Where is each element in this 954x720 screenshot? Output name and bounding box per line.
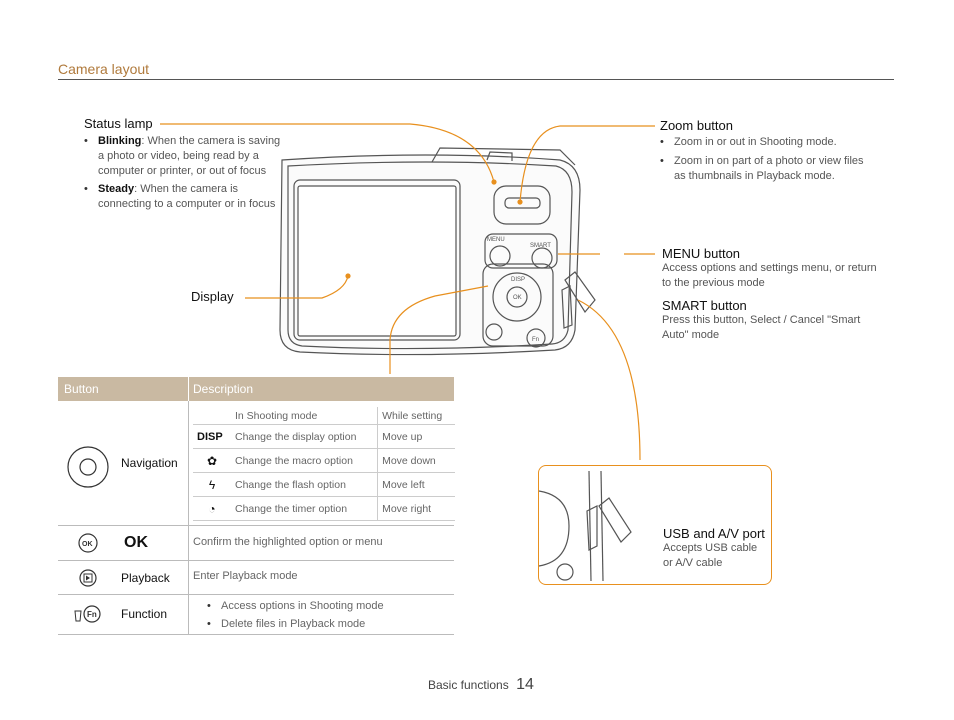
table-header-description: Description: [188, 377, 253, 401]
navigation-inner-table: [193, 407, 455, 521]
table-row: [58, 401, 454, 526]
shooting-cell: Change the flash option: [231, 473, 378, 497]
footer-section: Basic functions: [428, 678, 509, 692]
status-lamp-title: Status lamp: [84, 116, 153, 131]
flash-icon: ϟ: [193, 473, 231, 497]
table-row: [193, 473, 455, 497]
navigation-label: Navigation: [121, 456, 178, 470]
zoom-item: • Zoom in or out in Shooting mode.: [660, 135, 875, 150]
disp-icon: DISP: [193, 425, 231, 449]
ok-label: OK: [124, 534, 148, 551]
playback-icon: [78, 568, 98, 588]
inner-header-setting: While setting: [378, 407, 455, 425]
navigation-pad-icon: [66, 445, 110, 489]
table-header: [58, 377, 454, 401]
setting-cell: Move down: [378, 449, 455, 473]
function-item: • Delete files in Playback mode: [207, 615, 454, 633]
zoom-title: Zoom button: [660, 118, 733, 133]
shooting-cell: Change the timer option: [231, 497, 378, 521]
table-row: [58, 560, 454, 595]
menu-title-bold: MENU: [662, 246, 701, 261]
page-section-title: Camera layout: [58, 61, 150, 77]
status-lamp-term: Blinking: [98, 135, 142, 147]
setting-cell: Move left: [378, 473, 455, 497]
smart-desc: Press this button, Select / Cancel "Smart Auto" mode: [662, 314, 861, 341]
table-row: [193, 497, 455, 521]
setting-cell: Move right: [378, 497, 455, 521]
timer-icon: ◔: [193, 497, 231, 521]
shooting-cell: Change the display option: [231, 425, 378, 449]
function-icon: [72, 603, 102, 625]
macro-icon: ✿: [193, 449, 231, 473]
footer: [428, 676, 534, 694]
usb-title: USB and A/V port: [663, 526, 765, 541]
playback-label: Playback: [121, 571, 170, 585]
usb-inset: [538, 465, 772, 585]
status-lamp-text: : When the camera is saving a photo or video, being read by a computer or printer, or out of focus: [98, 135, 281, 177]
table-header-button: Button: [64, 382, 99, 396]
camera-ok-label: OK: [513, 295, 522, 301]
playback-desc: Enter Playback mode: [188, 560, 454, 594]
table-row: [193, 449, 455, 473]
status-lamp-term: Steady: [98, 183, 135, 195]
smart-title-rest: button: [707, 298, 747, 313]
svg-text:Fn: Fn: [87, 610, 97, 619]
ok-button-icon: [77, 532, 99, 554]
svg-text:OK: OK: [82, 541, 93, 548]
table-row: [58, 525, 454, 561]
display-label: Display: [191, 289, 234, 304]
menu-title-rest: button: [700, 246, 741, 261]
smart-title-bold: SMART: [662, 298, 708, 313]
button-table: [58, 377, 454, 635]
camera-disp-label: DISP: [511, 277, 526, 283]
table-row: [58, 594, 454, 635]
usb-desc: Accepts USB cable or A/V cable: [663, 542, 758, 569]
page-number: 14: [516, 676, 534, 693]
status-lamp-text: : When the camera is connecting to a computer or in focus: [98, 183, 276, 210]
camera-menu-label: MENU: [487, 237, 505, 243]
setting-cell: Move up: [378, 425, 455, 449]
function-item: • Access options in Shooting mode: [207, 597, 454, 615]
function-label: Function: [121, 607, 168, 621]
usb-port-illustration: [539, 466, 659, 584]
menu-desc: Access options and settings menu, or return to the previous mode: [662, 262, 877, 289]
zoom-item: • Zoom in on part of a photo or view files as thumbnails in Playback mode.: [660, 154, 875, 184]
camera-fn-label: Fn: [532, 337, 540, 343]
table-row: [193, 425, 455, 449]
shooting-cell: Change the macro option: [231, 449, 378, 473]
inner-header-shooting: In Shooting mode: [231, 407, 378, 425]
inner-corner: [193, 407, 231, 425]
function-desc: [188, 594, 454, 634]
camera-smart-label: SMART: [530, 243, 551, 249]
ok-desc: Confirm the highlighted option or menu: [188, 525, 454, 560]
camera-body: [280, 148, 595, 355]
